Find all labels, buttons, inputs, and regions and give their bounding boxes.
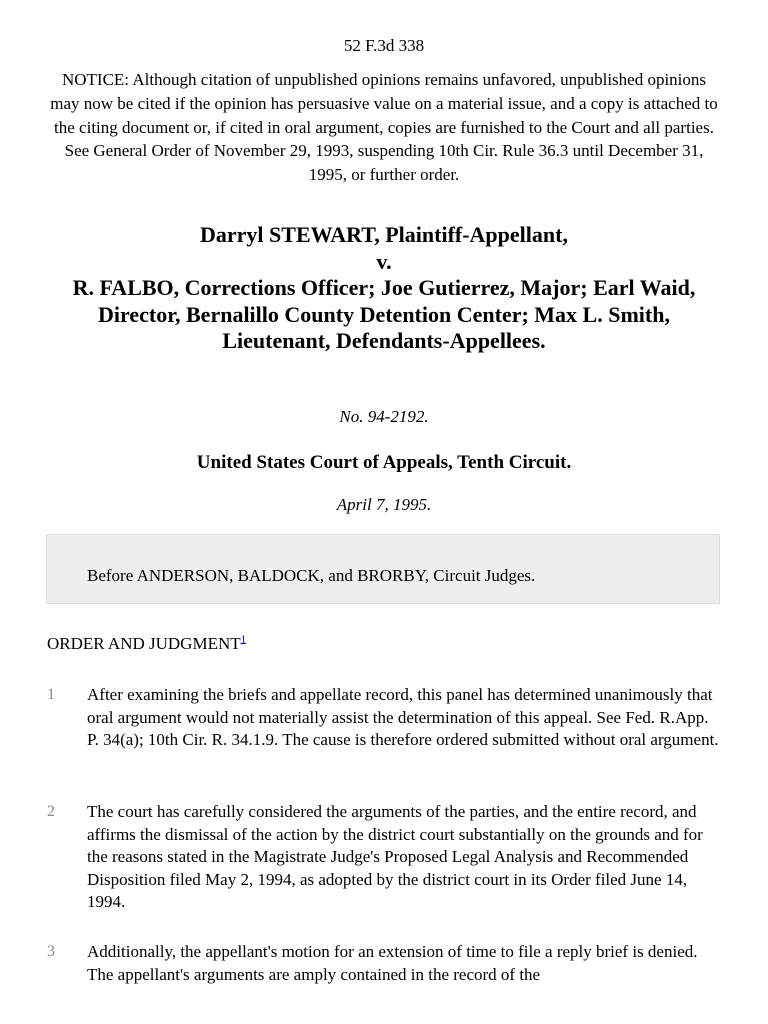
paragraph-1 (47, 684, 723, 752)
caption-plaintiff: Darryl STEWART, Plaintiff-Appellant, (200, 222, 568, 247)
decision-date: April 7, 1995. (336, 495, 432, 514)
paragraph-text: Additionally, the appellant's motion for an extension of time to file a reply brief is denied. The appellant's arguments are amply contained in the record of the (87, 942, 698, 984)
caption-versus: v. (376, 248, 392, 274)
paragraph-3 (47, 941, 723, 986)
paragraph-number: 1 (47, 686, 55, 703)
paragraph-number: 3 (47, 943, 55, 960)
order-heading (47, 633, 246, 655)
paragraph-number: 2 (47, 803, 55, 820)
judges-panel-text: Before ANDERSON, BALDOCK, and BRORBY, Circuit Judges. (87, 566, 536, 585)
publication-notice: NOTICE: Although citation of unpublished opinions remains unfavored, unpublished opinions may now be cited if the opinion has persuasive value on a material issue, and a copy is attached to the citing document or, if cited in oral argument, copies are furnished to the Court and all parties. See General Order of November 29, 1993, suspending 10th Cir. Rule 36.3 until December 31, 1995, or further order. (50, 70, 718, 185)
order-heading-title: ORDER AND JUDGMENT (47, 634, 241, 653)
judges-panel-box (46, 534, 720, 604)
court-name: United States Court of Appeals, Tenth Circuit. (196, 452, 572, 473)
case-caption (40, 222, 728, 355)
case-citation: 52 F.3d 338 (343, 36, 425, 55)
paragraph-2 (47, 801, 723, 914)
docket-number: No. 94-2192. (339, 407, 429, 426)
footnote-link[interactable]: 1 (240, 633, 247, 646)
paragraph-text: The court has carefully considered the arguments of the parties, and the entire record, and affirms the dismissal of the action by the district court substantially on the grounds and for the reasons stated in the Magistrate Judge's Proposed Legal Analysis and Recommended Disposition filed May 2, 1994, as adopted by the district court in its Order filed June 14, 1994. (87, 802, 703, 911)
paragraph-text: After examining the briefs and appellate record, this panel has determined unanimously that oral argument would not materially assist the determination of this appeal. See Fed. R.App. P. 34(a); 10th Cir. R. 34.1.9. The cause is therefore ordered submitted without oral argument. (87, 685, 719, 749)
caption-defendants: R. FALBO, Corrections Officer; Joe Gutierrez, Major; Earl Waid, Director, Bernalillo County Detention Center; Max L. Smith, Lieutenant, Defendants-Appellees. (72, 275, 696, 353)
